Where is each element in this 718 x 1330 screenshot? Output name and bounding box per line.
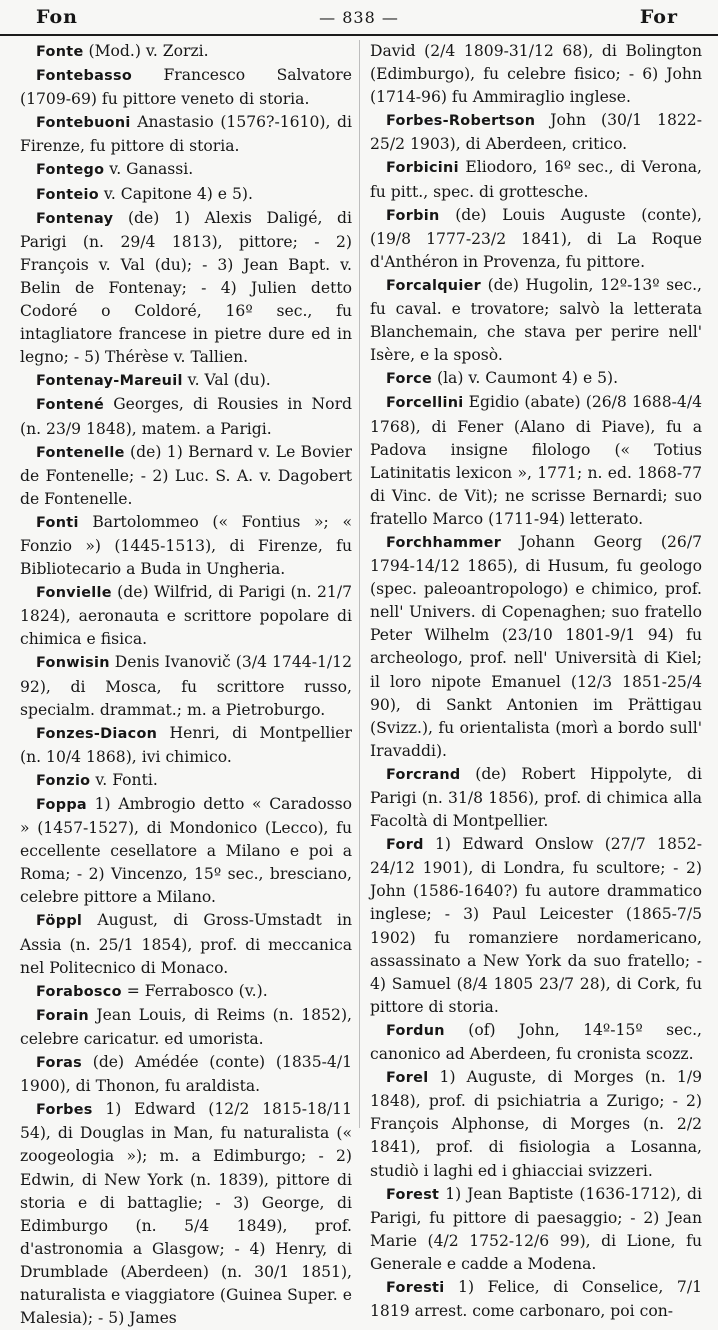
entry-headword: Fontenay-Mareuil (36, 373, 183, 390)
entry-headword: Forcellini (386, 395, 464, 412)
entry-headword: Forchhammer (386, 534, 502, 551)
entry-text: v. Fonti. (90, 770, 158, 789)
dictionary-entry (20, 980, 352, 1004)
entry-headword: Forel (386, 1070, 429, 1087)
dictionary-entry (370, 1066, 702, 1182)
entry-headword: Forabosco (36, 983, 122, 1000)
dictionary-entry (370, 1183, 702, 1276)
entry-headword: Forbes (36, 1102, 93, 1119)
entry-headword: Fontenay (36, 210, 114, 227)
entry-text: John (30/1 1822-25/2 1903), di Aberdeen, critico. (370, 111, 702, 154)
entry-headword: Forain (36, 1007, 89, 1024)
entry-text: Bartolommeo (« Fontius »; « Fonzio ») (1445-1513), di Firenze, fu Bibliotecario a Buda in Ungheria. (20, 512, 352, 579)
entry-headword: Foresti (386, 1279, 445, 1296)
column-divider (359, 40, 360, 1128)
dictionary-entry (20, 40, 352, 64)
dictionary-entry (20, 722, 352, 769)
entry-headword: Fordun (386, 1022, 445, 1039)
entry-headword: Fontené (36, 397, 105, 414)
dictionary-entry (20, 64, 352, 111)
entry-headword: Fontenelle (36, 444, 125, 461)
entry-text: (la) v. Caumont 4) e 5). (432, 369, 619, 388)
entry-headword: Fonzes-Diacon (36, 725, 158, 742)
running-head-right: For (639, 6, 678, 28)
dictionary-entry (370, 156, 702, 203)
entry-text: v. Val (du). (182, 371, 271, 390)
entry-text: (de) Wilfrid, di Parigi (n. 21/7 1824), aeronauta e scrittore popolare di chimica e fisica. (20, 583, 352, 649)
dictionary-entry (20, 1004, 352, 1051)
entry-headword: Forbicini (386, 160, 459, 177)
dictionary-entry (20, 441, 352, 511)
entry-headword: Fonzio (36, 772, 91, 789)
dictionary-entry (20, 909, 352, 979)
entry-text: 1) Jean Baptiste (1636-1712), di Parigi, fu pittore di paesaggio; - 2) Jean Marie (4/2 1752-12/6 99), di Lione, fu Generale e cadde a Modena. (370, 1184, 702, 1273)
entry-headword: Forcrand (386, 766, 461, 783)
dictionary-entry (20, 183, 352, 207)
entry-text: (of) John, 14º-15º sec., canonico ad Aberdeen, fu cronista scozz. (370, 1020, 702, 1064)
entry-text: 1) Edward Onslow (27/7 1852-24/12 1901), di Londra, fu scultore; - 2) John (1586-1640?) fu autore drammatico inglese; - 3) Paul Leicester (1865-7/5 1902) fu romanziere nordamericano, assassinato a New York da suo fratello; - 4) Samuel (8/4 1805 23/7 28), di Cork, fu pittore di storia. (370, 835, 702, 1016)
entry-headword: Foppa (36, 797, 87, 813)
dictionary-entry (370, 763, 702, 833)
entry-headword: Fontego (36, 162, 105, 179)
entry-text: v. Capitone 4) e 5). (98, 184, 253, 203)
entry-text: August, di Gross-Umstadt in Assia (n. 25/1 1854), prof. di meccanica nel Politecnico di Monaco. (20, 911, 352, 977)
left-column (20, 40, 352, 1328)
dictionary-entry (20, 793, 352, 909)
entry-headword: Fontebasso (36, 68, 133, 85)
entry-headword: Fonvielle (36, 585, 112, 602)
entry-text: 1) Felice, di Conselice, 7/1 1819 arrest. come carbonaro, poi con- (370, 1277, 702, 1321)
entry-text: 1) Ambrogio detto « Caradosso » (1457-1527), di Mondonico (Lecco), fu eccellente cesellatore a Milano e poi a Roma; - 2) Vincenzo, 15º sec., bresciano, celebre pittore a Milano. (20, 795, 352, 907)
entry-text: (de) 1) Bernard v. Le Bovier de Fontenelle; - 2) Luc. S. A. v. Dagobert de Fontenelle. (20, 442, 352, 508)
entry-headword: Fonwisin (36, 655, 110, 672)
entry-headword: Forcalquier (386, 277, 482, 294)
entry-text: (de) 1) Alexis Daligé, di Parigi (n. 29/4 1813), pittore; - 2) François v. Val (du); - 3) Jean Bapt. v. Belin de Fontenay; - 4) Julien detto Codoré o Coldoré, 16º sec., fu intagliatore francese in pietre dure ed in legno; - 5) Thérèse v. Tallien. (20, 208, 352, 367)
dictionary-entry (20, 207, 352, 370)
entry-text: Georges, di Rousies in Nord (n. 23/9 1848), matem. a Parigi. (20, 395, 352, 438)
entry-text: Anastasio (1576?-1610), di Firenze, fu pittore di storia. (20, 113, 352, 156)
entry-text: v. Ganassi. (104, 160, 194, 179)
entry-text: Johann Georg (26/7 1794-14/12 1865), di Husum, fu geologo (spec. paleoantropologo) e chimico, prof. nell' Univers. di Copenaghen; suo fratello Peter Wilhelm (23/10 1801-9/1 94) fu archeologo, prof. nell' Università di Kiel; il loro nipote Emanuel (12/3 1851-25/4 90), di Sankt Antonien im Prättigau (Svizz.), fu orientalista (morì a bordo sull' Iravaddi). (370, 532, 702, 760)
dictionary-entry (370, 1019, 702, 1066)
entry-headword: Foras (36, 1055, 83, 1072)
dictionary-entry (20, 511, 352, 581)
entry-text: (de) Amédée (conte) (1835-4/1 1900), di Thonon, fu araldista. (20, 1053, 352, 1096)
dictionary-entry (370, 833, 702, 1019)
entry-headword: Forbin (386, 207, 440, 224)
page-number: — 838 — (319, 8, 399, 27)
entry-text: (de) Louis Auguste (conte), (19/8 1777-23/2 1841), di La Roque d'Anthéron in Provenza, fu pittore. (370, 205, 702, 271)
dictionary-entry (20, 1051, 352, 1098)
dictionary-entry (20, 769, 352, 793)
entry-text: 1) Auguste, di Morges (n. 1/9 1848), prof. di psichiatria a Zurigo; - 2) François Alphonse, di Morges (n. 2/2 1841), prof. di fisiologia a Losanna, studiò i laghi ed i ghiacciai svizzeri. (370, 1068, 702, 1180)
right-column (370, 40, 702, 1321)
dictionary-entry (20, 651, 352, 721)
entry-text: Jean Louis, di Reims (n. 1852), celebre caricatur. ed umorista. (20, 1005, 352, 1048)
entry-text: 1) Edward (12/2 1815-18/11 54), di Douglas in Man, fu naturalista (« zoogeologia »); m. a Edimburgo; - 2) Edwin, di New York (n. 1839), pittore di storia e di battaglie; - 3) George, di Edimburgo (n. 5/4 1849), prof. d'astronomia a Glasgow; - 4) Henry, di Drumblade (Aberdeen) (n. 30/1 1851), naturalista e viaggiatore (Guinea Super. e Malesia); - 5) James (20, 1100, 352, 1328)
entry-text: (de) Robert Hippolyte, di Parigi (n. 31/8 1856), prof. di chimica alla Facoltà di Montpellier. (370, 764, 702, 831)
dictionary-entry (20, 393, 352, 440)
running-head-left: Fon (36, 6, 78, 28)
dictionary-entry (370, 1276, 702, 1323)
entry-text: Eliodoro, 16º sec., di Verona, fu pitt., spec. di grottesche. (370, 158, 702, 201)
entry-headword: Fontebuoni (36, 115, 131, 132)
entry-headword: Fonteio (36, 186, 99, 203)
entry-text: (de) Hugolin, 12º-13º sec., fu caval. e trovatore; salvò la letterata Blanchemain, che stava per perire nell' Isère, e la sposò. (370, 275, 702, 365)
dictionary-entry (370, 391, 702, 531)
entry-headword: Force (386, 371, 433, 388)
dictionary-entry (20, 111, 352, 158)
entry-text: Francesco Salvatore (1709-69) fu pittore veneto di storia. (20, 66, 352, 109)
dictionary-entry (20, 158, 352, 182)
entry-headword: Föppl (36, 913, 83, 930)
dictionary-entry (20, 581, 352, 651)
entry-text: Henri, di Montpellier (n. 10/4 1868), ivi chimico. (20, 723, 352, 766)
dictionary-entry (370, 367, 702, 391)
entry-text: Denis Ivanovič (3/4 1744-1/12 92), di Mosca, fu scrittore russo, specialm. drammat.; m. a Pietroburgo. (20, 653, 352, 719)
dictionary-entry (370, 531, 702, 763)
entry-headword: Fonte (36, 44, 84, 60)
entry-headword: Fonti (36, 514, 79, 531)
dictionary-entry (370, 40, 702, 109)
dictionary-entry (20, 369, 352, 393)
entry-headword: Forest (386, 1186, 440, 1203)
entry-text: = Ferrabosco (v.). (121, 981, 268, 1000)
entry-text: David (2/4 1809-31/12 68), di Bolington (Edimburgo), fu celebre fisico; - 6) John (1714-96) fu Ammiraglio inglese. (370, 42, 702, 107)
entry-text: Egidio (abate) (26/8 1688-4/4 1768), di Fener (Alano di Piave), fu a Padova insigne filologo (« Totius Latinitatis lexicon », 1771; n. ed. 1868-77 di Vinc. de Vit); ne scrisse Bernardi; suo fratello Marco (1711-94) letterato. (370, 393, 702, 528)
entry-headword: Forbes-Robertson (386, 113, 536, 130)
dictionary-entry (370, 109, 702, 156)
running-head (0, 0, 718, 36)
dictionary-entry (20, 1098, 352, 1330)
entry-headword: Ford (386, 837, 424, 854)
entry-text: (Mod.) v. Zorzi. (83, 42, 209, 60)
dictionary-entry (370, 204, 702, 274)
dictionary-entry (370, 274, 702, 367)
